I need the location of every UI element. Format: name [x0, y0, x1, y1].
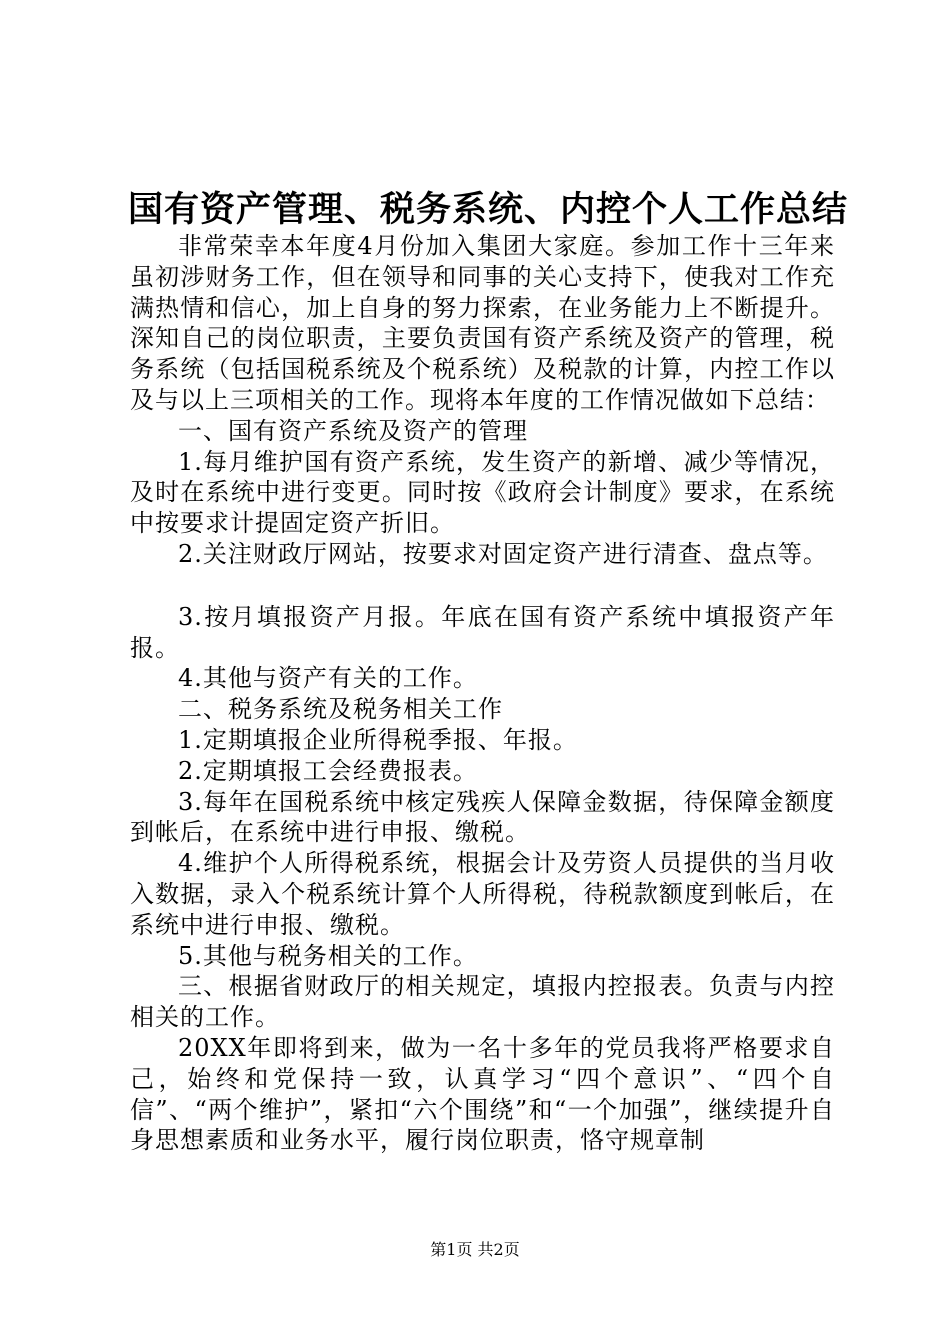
paragraph-tax-item-1: 1.定期填报企业所得税季报、年报。 — [178, 725, 578, 754]
paragraph-tax-item-3: 3.每年在国税系统中核定残疾人保障金数据，待保障金额度到帐后，在系统中进行申报、缴税。 — [130, 787, 835, 847]
paragraph-asset-item-1: 1.每月维护国有资产系统，发生资产的新增、减少等情况，及时在系统中进行变更。同时按《政府会计制度》要求，在系统中按要求计提固定资产折旧。 — [130, 447, 835, 538]
paragraph-asset-item-4: 4.其他与资产有关的工作。 — [178, 664, 478, 693]
section-heading-internal-control: 三、根据省财政厅的相关规定，填报内控报表。负责与内控相关的工作。 — [130, 972, 835, 1032]
paragraph-tax-item-4: 4.维护个人所得税系统，根据会计及劳资人员提供的当月收入数据，录入个税系统计算个人所得税，待税款额度到帐后，在系统中进行申报、缴税。 — [130, 849, 835, 939]
paragraph-asset-item-2: 2.关注财政厅网站，按要求对固定资产进行清查、盘点等。 — [178, 539, 828, 568]
paragraph-tax-item-2: 2.定期填报工会经费报表。 — [178, 756, 478, 785]
document-title: 国有资产管理、税务系统、内控个人工作总结 — [128, 189, 849, 230]
paragraph-intro: 非常荣幸本年度4月份加入集团大家庭。参加工作十三年来虽初涉财务工作，但在领导和同事的关心支持下，使我对工作充满热情和信心，加上自身的努力探索，在业务能力上不断提升。深知自己的岗位职责，主要负责国有资产系统及资产的管理，税务系统（包括国税系统及个税系统）及税款的计算，内控工作以及与以上三项相关的工作。现将本年度的工作情况做如下总结： — [130, 232, 835, 414]
page-indicator: 第1页 共2页 — [430, 1240, 520, 1259]
section-heading-assets: 一、国有资产系统及资产的管理 — [178, 416, 528, 445]
document-body — [130, 231, 835, 1156]
paragraph-tax-item-5: 5.其他与税务相关的工作。 — [178, 941, 478, 970]
section-heading-tax: 二、税务系统及税务相关工作 — [178, 695, 503, 724]
paragraph-asset-item-3: 3.按月填报资产月报。年底在国有资产系统中填报资产年报。 — [130, 602, 835, 662]
paragraph-outlook: 20XX年即将到来，做为一名十多年的党员我将严格要求自己，始终和党保持一致，认真学习“四个意识”、“四个自信”、“两个维护”，紧扣“六个围绕”和“一个加强”，继续提升自身思想素质和业务水平，履行岗位职责，恪守规章制 — [130, 1033, 835, 1155]
